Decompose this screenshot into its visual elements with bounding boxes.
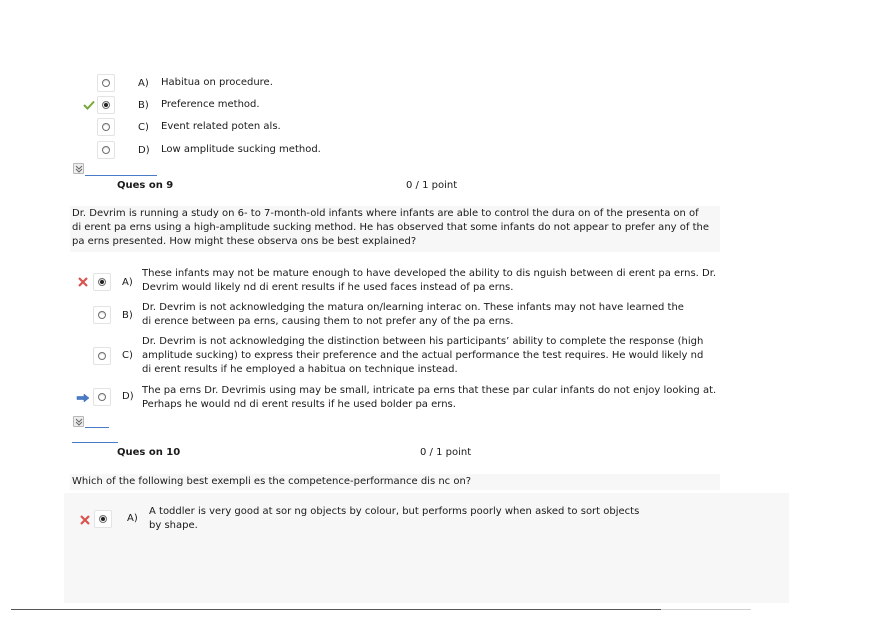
q9-body — [72, 207, 709, 249]
q9-option-text-c — [142, 335, 703, 377]
q8-radio-box-a — [97, 74, 115, 92]
q9-option-a-line-2: Devrim would likely nd di erent results if he used faces instead of pa erns. — [142, 282, 514, 293]
q9-option-c-line-2: amplitude sucking) to express their preference and the actual performance the test requires. He would likely nd — [142, 350, 704, 361]
x-icon — [80, 515, 90, 528]
q8-option-text-c: Event related poten als. — [161, 121, 281, 132]
q10-radio-box-a — [94, 510, 112, 528]
q9-option-text-b — [142, 301, 684, 329]
q9-option-b-line-2: di erence between pa erns, causing them to not prefer any of the pa erns. — [142, 316, 514, 327]
q9-radio-box-c — [93, 347, 111, 365]
q9-option-c-line-3: di erent results if he employed a habitua on technique instead. — [142, 364, 458, 375]
q8-radio-box-c — [97, 118, 115, 136]
q9-option-letter-b: B) — [122, 310, 133, 321]
q8-option-letter-c: C) — [138, 122, 149, 133]
q8-radio-box-b — [97, 96, 115, 114]
q9-option-a-line-1: These infants may not be mature enough to have developed the ability to dis nguish between di erent pa erns. Dr. — [142, 268, 717, 279]
q9-short-line — [85, 427, 109, 428]
q9-radio-box-a — [93, 273, 111, 291]
q9-option-letter-d: D) — [122, 391, 134, 402]
q9-body-line-3: pa erns presented. How might these observa ons be best explained? — [72, 236, 417, 247]
q9-option-letter-a: A) — [122, 277, 133, 288]
q9-radio-d[interactable] — [98, 393, 106, 401]
q8-option-letter-b: B) — [138, 100, 149, 111]
q8-radio-d[interactable] — [102, 146, 110, 154]
q8-option-text-a: Habitua on procedure. — [161, 77, 273, 88]
q8-radio-box-d — [97, 141, 115, 159]
q9-divider-line — [72, 442, 118, 443]
page-footer-rule — [11, 609, 661, 610]
q9-radio-a[interactable] — [98, 278, 106, 286]
q9-option-letter-c: C) — [122, 350, 133, 361]
q10-radio-a[interactable] — [99, 515, 107, 523]
q10-option-a-line-1: A toddler is very good at sor ng objects by colour, but performs poorly when asked to sort objects — [149, 506, 640, 517]
expand-chevron-icon[interactable] — [73, 416, 84, 427]
q9-option-text-a — [142, 267, 716, 295]
q9-radio-b[interactable] — [98, 311, 106, 319]
x-icon — [78, 277, 88, 290]
q8-option-letter-a: A) — [138, 78, 149, 89]
q10-points: 0 / 1 point — [420, 447, 472, 458]
q10-option-text-a — [149, 505, 639, 533]
q10-option-letter-a: A) — [127, 513, 138, 524]
q9-points: 0 / 1 point — [406, 180, 458, 191]
q10-option-a-line-2: by shape. — [149, 520, 198, 531]
q8-option-text-d: Low amplitude sucking method. — [161, 144, 321, 155]
q8-radio-c[interactable] — [102, 123, 110, 131]
check-icon — [83, 100, 95, 113]
q9-body-line-2: di erent pa erns using a high-amplitude sucking method. He has observed that some infants do not appear to prefer any of the — [72, 222, 709, 233]
arrow-icon — [76, 393, 90, 406]
q9-radio-box-b — [93, 306, 111, 324]
q9-body-line-1: Dr. Devrim is running a study on 6- to 7-month-old infants where infants are able to control the dura on of the presenta on of — [72, 208, 699, 219]
q8-option-text-b: Preference method. — [161, 99, 260, 110]
q10-title: Ques on 10 — [117, 447, 181, 458]
q9-option-d-line-1: The pa erns Dr. Devrimis using may be small, intricate pa erns that these par cular infants do not enjoy looking at. — [142, 385, 717, 396]
q8-option-letter-d: D) — [138, 145, 150, 156]
q9-title: Ques on 9 — [117, 180, 174, 191]
q8-divider-line — [85, 175, 157, 176]
q8-radio-b[interactable] — [102, 101, 110, 109]
q9-option-text-d — [142, 384, 716, 412]
q10-body: Which of the following best exempli es the competence-performance dis nc on? — [72, 476, 472, 487]
q9-radio-c[interactable] — [98, 352, 106, 360]
q9-option-d-line-2: Perhaps he would nd di erent results if he used bolder pa erns. — [142, 399, 456, 410]
q9-option-b-line-1: Dr. Devrim is not acknowledging the matura on/learning interac on. These infants may not have learned the — [142, 302, 684, 313]
q8-radio-a[interactable] — [102, 79, 110, 87]
page-footer-rule-faint — [661, 609, 751, 610]
expand-chevron-icon[interactable] — [73, 163, 84, 174]
q9-radio-box-d — [93, 388, 111, 406]
q9-option-c-line-1: Dr. Devrim is not acknowledging the distinction between his participants’ ability to complete the response (high — [142, 336, 704, 347]
